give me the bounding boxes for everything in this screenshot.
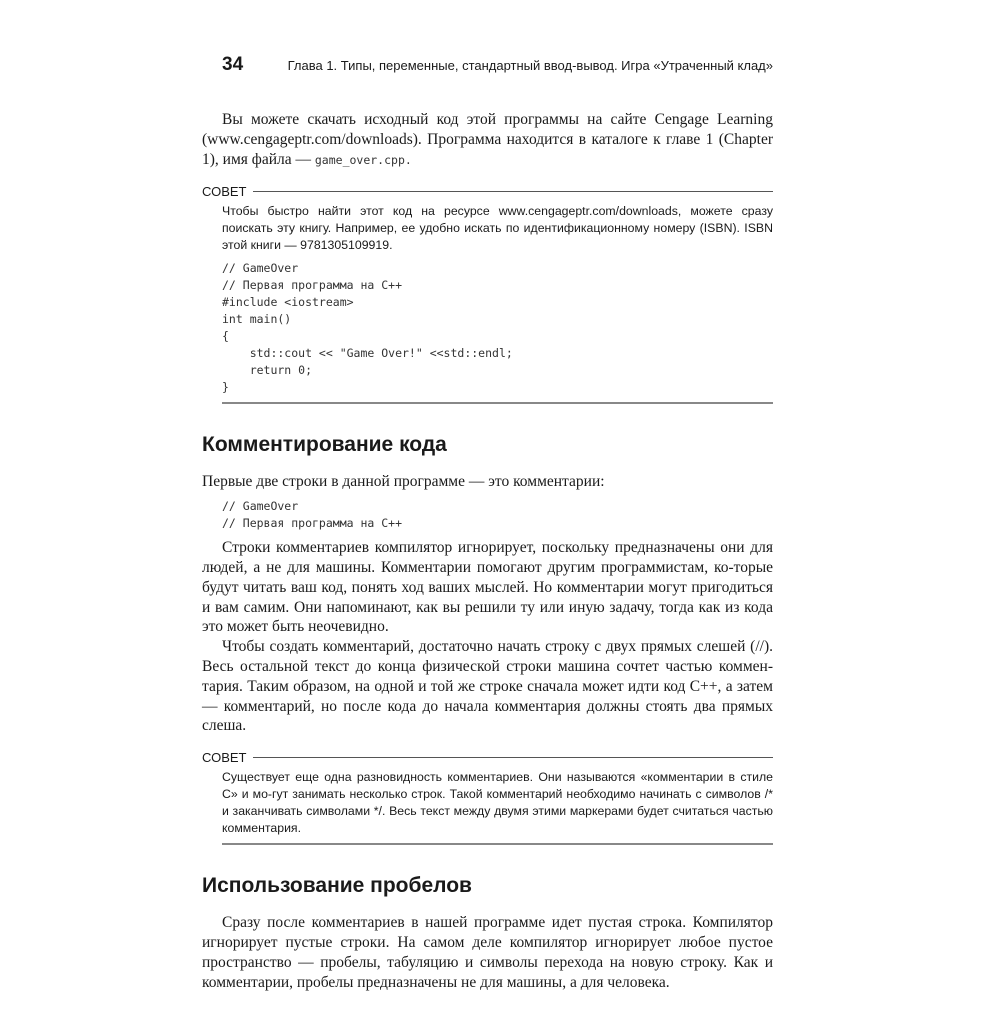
divider bbox=[222, 843, 773, 845]
section-heading: Использование пробелов bbox=[202, 874, 472, 898]
intro-paragraph: Вы можете скачать исходный код этой программы на сайте Cengage Learning (www.cengageptr.com/downloads). Программа находится в каталоге к главе 1 (Chapter 1), имя файла — game_over.cpp. bbox=[202, 111, 773, 168]
paragraph: Первые две строки в данной программе — это комментарии: bbox=[202, 473, 605, 491]
paragraph: Чтобы создать комментарий, достаточно начать строку с двух прямых слешей (//). Весь остальной текст до конца физической строки машина сочтет частью коммен-тария. Таким образом, на одной и той же строке сначала может идти код C++, а затем — комментарий, но после кода до начала комментария должны стоять два прямых слеша. bbox=[202, 638, 773, 735]
divider bbox=[253, 757, 774, 758]
code-snippet: // GameOver // Первая программа на C++ bbox=[222, 499, 403, 531]
tip-box: Чтобы быстро найти этот код на ресурсе www.cengageptr.com/downloads, можете сразу поискать эту книгу. Например, ее удобно искать по идентификационному номеру (ISBN). ISBN этой книги — 9781305109919. bbox=[222, 204, 773, 253]
code-listing: // GameOver // Первая программа на C++ #include <iostream> int main() { std::cout << "Game Over!" <<std::endl; return 0; } bbox=[222, 261, 513, 395]
tip-label: СОВЕТ bbox=[202, 750, 773, 765]
section-heading: Комментирование кода bbox=[202, 433, 447, 457]
tip-box: Существует еще одна разновидность комментариев. Они называются «комментарии в стиле C» и мо-гут занимать несколько строк. Такой комментарий необходимо начинать с символов /* и заканчивать символами */. Весь текст между двумя этими маркерами будет считаться частью комментария. bbox=[222, 770, 773, 836]
book-page bbox=[202, 0, 773, 1022]
divider bbox=[222, 402, 773, 404]
running-title: Глава 1. Типы, переменные, стандартный ввод-вывод. Игра «Утраченный клад» bbox=[287, 58, 773, 73]
paragraph: Сразу после комментариев в нашей программе идет пустая строка. Компилятор игнорирует пустые строки. На самом деле компилятор игнорирует любое пустое пространство — пробелы, табуляцию и символы перехода на новую строку. Как и комментарии, пробелы предназначены не для машины, а для человека. bbox=[202, 914, 774, 991]
filename: game_over.cpp. bbox=[314, 152, 412, 167]
divider bbox=[253, 191, 774, 192]
page-number: 34 bbox=[222, 54, 244, 75]
tip-label: СОВЕТ bbox=[202, 184, 773, 199]
paragraph: Строки комментариев компилятор игнорирует, поскольку предназначены они для людей, а не для машины. Комментарии помогают другим программистам, ко-торые будут читать ваш код, понять ход ваших мыслей. Но комментарии могут пригодиться и вам самим. Они напоминают, как вы решили ту или иную задачу, тогда как из кода это может быть неочевидно. bbox=[202, 539, 773, 636]
page-header bbox=[222, 54, 773, 76]
